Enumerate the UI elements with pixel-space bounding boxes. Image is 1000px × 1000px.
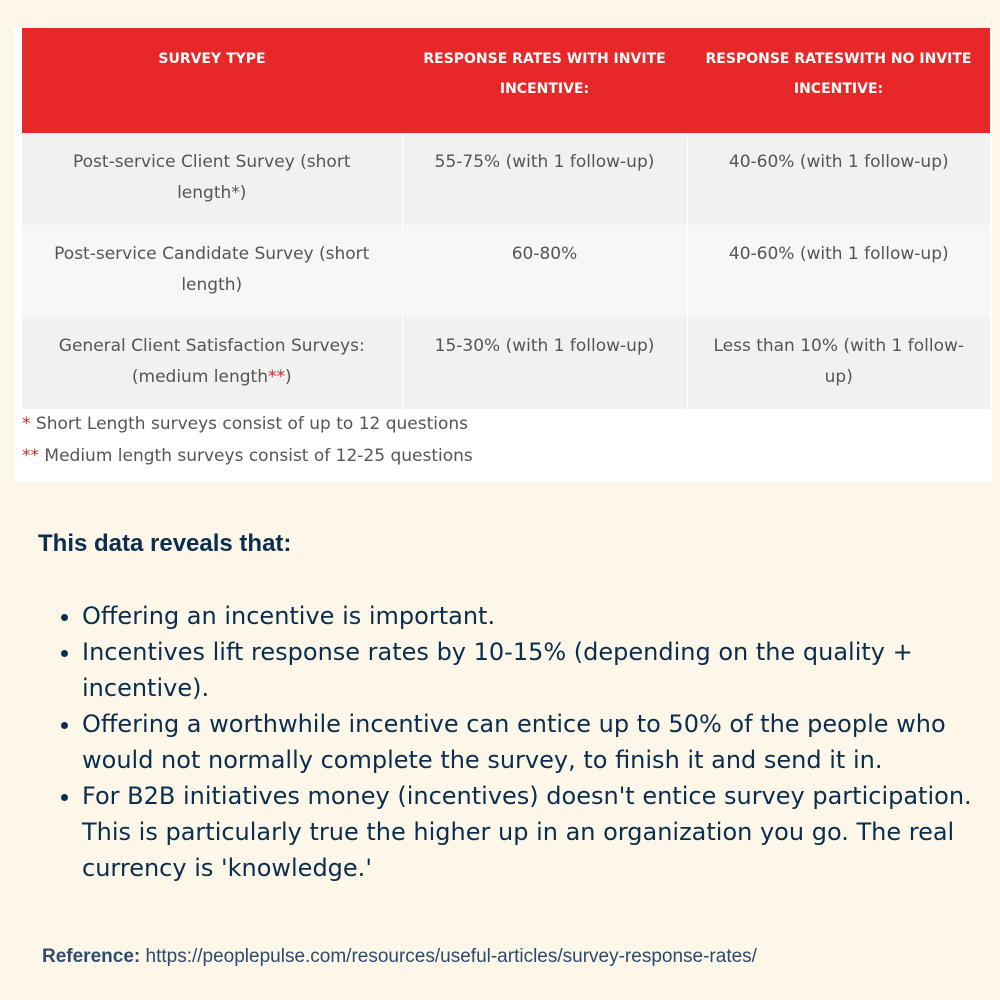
reference-line (42, 946, 757, 968)
footnote-mark: * (22, 414, 31, 434)
footnote-short-length (22, 408, 473, 440)
cell-no-incentive: 40-60% (with 1 follow-up) (687, 133, 990, 225)
footnote-text: Short Length surveys consist of up to 12 questions (30, 414, 469, 434)
response-rate-table-card (14, 28, 992, 481)
cell-with-incentive: 60-80% (402, 225, 687, 317)
cell-with-incentive: 15-30% (with 1 follow-up) (402, 317, 687, 409)
footnote-text: Medium length surveys consist of 12-25 questions (39, 446, 473, 466)
column-header-no-incentive: RESPONSE RATESWITH NO INVITE INCENTIVE: (687, 28, 990, 133)
cell-no-incentive: Less than 10% (with 1 follow-up) (687, 317, 990, 409)
summary-bullet-list (40, 598, 1000, 886)
list-item: • For B2B initiatives money (incentives) doesn't entice survey participation. This is particularly true the higher up in an organization you go. The real currency is 'knowledge.' (82, 778, 1000, 886)
summary-heading: This data reveals that: (38, 530, 292, 557)
survey-type-text: General Client Satisfaction Surveys: (medium length (58, 336, 365, 387)
table-footnotes (22, 408, 473, 472)
footnote-medium-length (22, 440, 473, 472)
cell-survey-type (22, 317, 402, 409)
footnote-mark: ** (267, 367, 285, 387)
survey-type-text-end: ) (284, 367, 292, 387)
table-header-row (22, 28, 990, 133)
column-header-with-incentive: RESPONSE RATES WITH INVITE INCENTIVE: (402, 28, 687, 133)
table-row (22, 317, 990, 409)
column-header-survey-type: SURVEY TYPE (22, 28, 402, 133)
reference-url-link[interactable]: https://peoplepulse.com/resources/useful-articles/survey-response-rates/ (145, 946, 757, 967)
table-row (22, 225, 990, 317)
cell-no-incentive: 40-60% (with 1 follow-up) (687, 225, 990, 317)
table-row (22, 133, 990, 225)
reference-label: Reference: (42, 946, 141, 967)
response-rate-table (22, 28, 990, 409)
list-item: • Offering an incentive is important. (82, 598, 1000, 634)
list-item: • Incentives lift response rates by 10-15% (depending on the quality + incentive). (82, 634, 1000, 706)
cell-survey-type: Post-service Candidate Survey (short length) (22, 225, 402, 317)
list-item: • Offering a worthwhile incentive can entice up to 50% of the people who would not normally complete the survey, to finish it and send it in. (82, 706, 1000, 778)
cell-survey-type: Post-service Client Survey (short length*) (22, 133, 402, 225)
cell-with-incentive: 55-75% (with 1 follow-up) (402, 133, 687, 225)
footnote-mark: ** (22, 446, 39, 466)
